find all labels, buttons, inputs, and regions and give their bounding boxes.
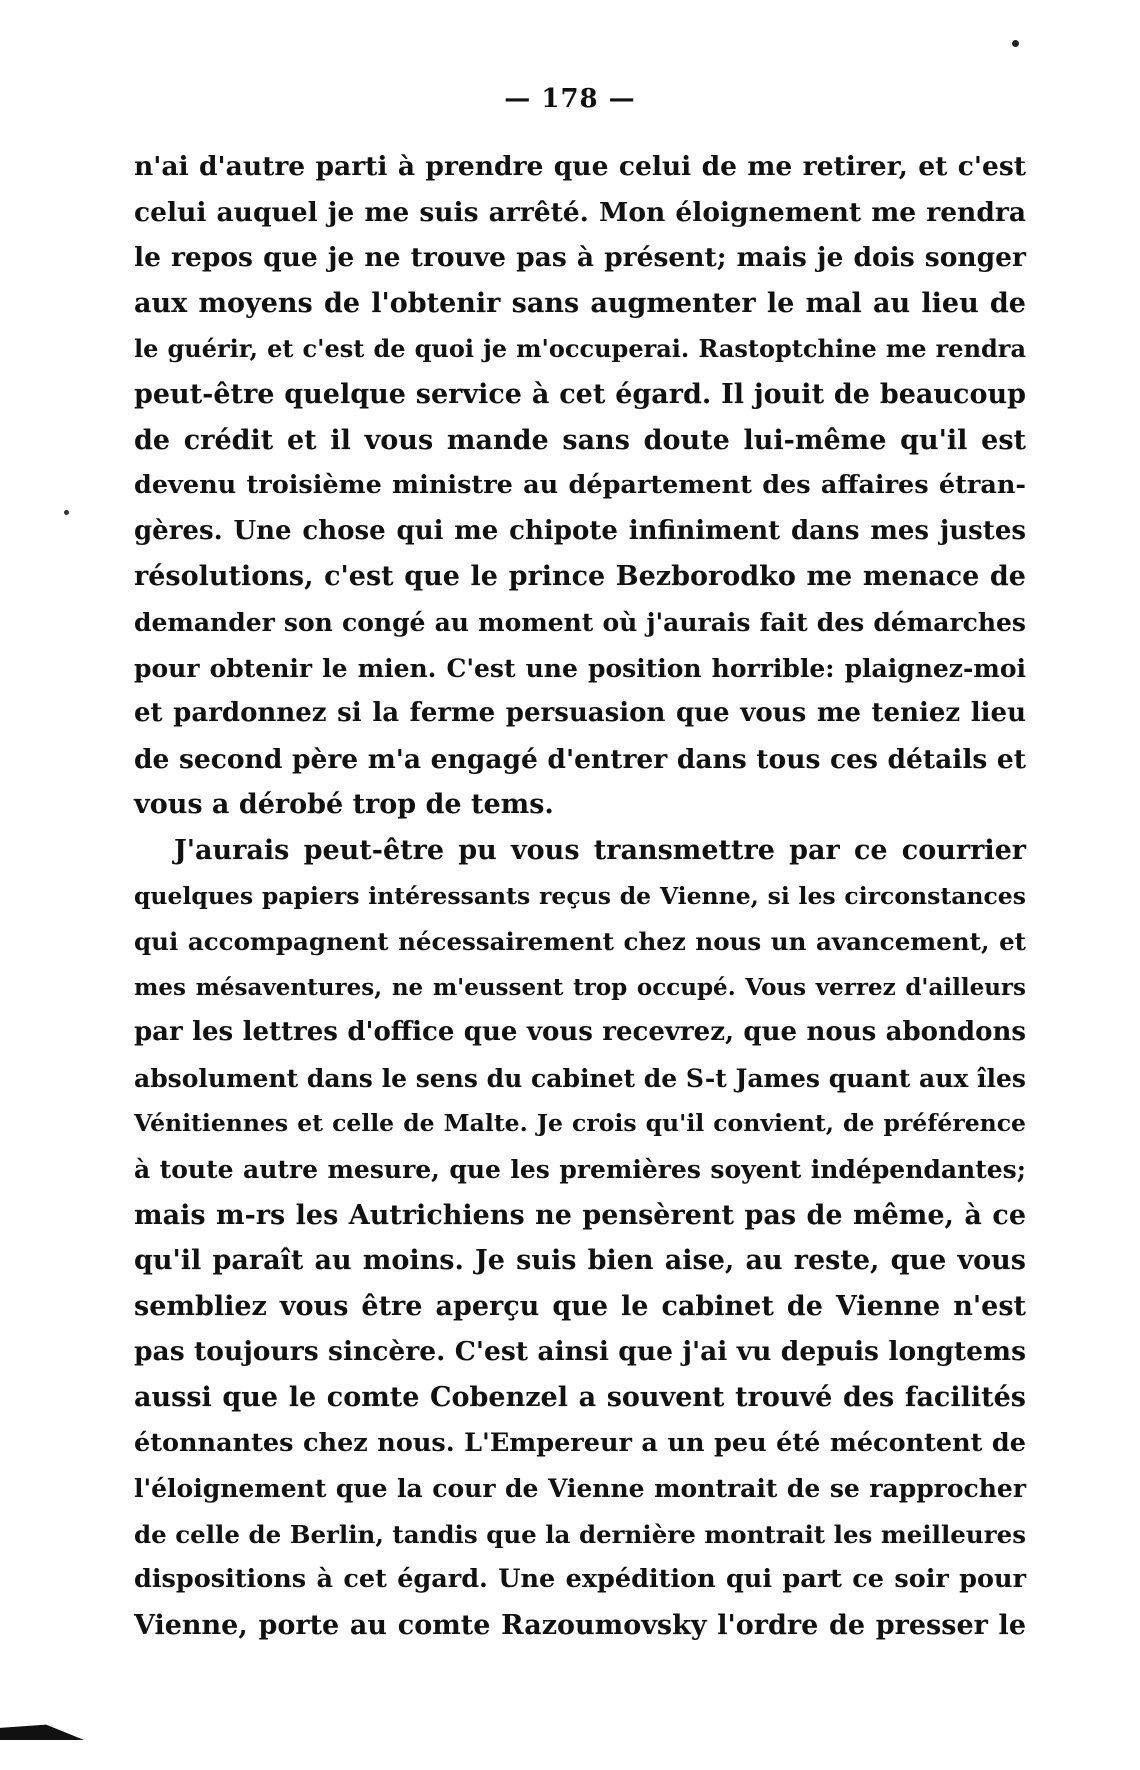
paragraph-2 (134, 828, 1026, 1649)
text-line: l'éloignement que la cour de Vienne montrait de se rapprocher (134, 1474, 1026, 1504)
text-line: qui accompagnent nécessairement chez nous un avancement, et (134, 927, 1026, 957)
text-line: mes mésaventures, ne m'eussent trop occupé. Vous verrez d'ailleurs (134, 973, 1026, 1001)
text-line: étonnantes chez nous. L'Empereur a un peu été mécontent de (134, 1427, 1026, 1458)
text-line: résolutions, c'est que le prince Bezborodko me menace de (134, 561, 1026, 593)
text-line: quelques papiers intéressants reçus de Vienne, si les circonstances (134, 881, 1026, 910)
text-line: mais m-rs les Autrichiens ne pensèrent pas de même, à ce (134, 1199, 1026, 1231)
text-line: devenu troisième ministre au département des affaires étran- (134, 470, 1026, 501)
text-line: de celle de Berlin, tandis que la dernière montrait les meilleures (134, 1519, 1026, 1549)
text-line: Vénitiennes et celle de Malte. Je crois qu'il convient, de préférence (134, 1109, 1026, 1138)
body-text (134, 144, 1026, 1649)
text-line: demander son congé au moment où j'aurais fait des démarches (134, 607, 1026, 637)
paragraph-1 (134, 144, 1026, 828)
text-line: à toute autre mesure, que les premières soyent indépendantes; (134, 1155, 1026, 1185)
corner-ink-mark (0, 1718, 84, 1740)
text-line: celui auquel je me suis arrêté. Mon éloignement me rendra (134, 196, 1026, 228)
text-line: dispositions à cet égard. Une expédition qui part ce soir pour (134, 1564, 1026, 1595)
text-line: Vienne, porte au comte Razoumovsky l'ordre de presser le (134, 1610, 1026, 1641)
text-line: de second père m'a engagé d'entrer dans tous ces détails et (134, 743, 1026, 775)
text-line: gères. Une chose qui me chipote infiniment dans mes justes (134, 515, 1026, 546)
text-line: vous a dérobé trop de tems. (134, 789, 554, 821)
text-line: de crédit et il vous mande sans doute lui-même qu'il est (134, 424, 1026, 456)
text-line: qu'il paraît au moins. Je suis bien aise, au reste, que vous (134, 1245, 1026, 1277)
text-line: absolument dans le sens du cabinet de S-t James quant aux îles (134, 1063, 1026, 1093)
text-line: pour obtenir le mien. C'est une position horrible: plaignez-moi (134, 653, 1026, 683)
text-line: peut-être quelque service à cet égard. Il jouit de beaucoup (134, 378, 1026, 410)
text-line: le guérir, et c'est de quoi je m'occuperai. Rastoptchine me rendra (134, 334, 1026, 364)
text-line: aux moyens de l'obtenir sans augmenter le mal au lieu de (134, 287, 1026, 319)
text-line: pas toujours sincère. C'est ainsi que j'ai vu depuis longtems (134, 1336, 1026, 1368)
page-number: — 178 — (504, 84, 636, 114)
margin-speck (64, 510, 69, 515)
text-line: le repos que je ne trouve pas à présent; mais je dois songer (134, 242, 1026, 274)
text-line: aussi que le comte Cobenzel a souvent trouvé des facilités (134, 1382, 1026, 1414)
text-line: sembliez vous être aperçu que le cabinet de Vienne n'est (134, 1290, 1026, 1322)
text-line: par les lettres d'office que vous recevrez, que nous abondons (134, 1017, 1026, 1048)
text-line: n'ai d'autre parti à prendre que celui de me retirer, et c'est (134, 151, 1026, 182)
page-speck (1012, 40, 1019, 47)
text-line: J'aurais peut-être pu vous transmettre par ce courrier (174, 834, 1026, 866)
text-line: et pardonnez si la ferme persuasion que vous me teniez lieu (134, 698, 1026, 729)
